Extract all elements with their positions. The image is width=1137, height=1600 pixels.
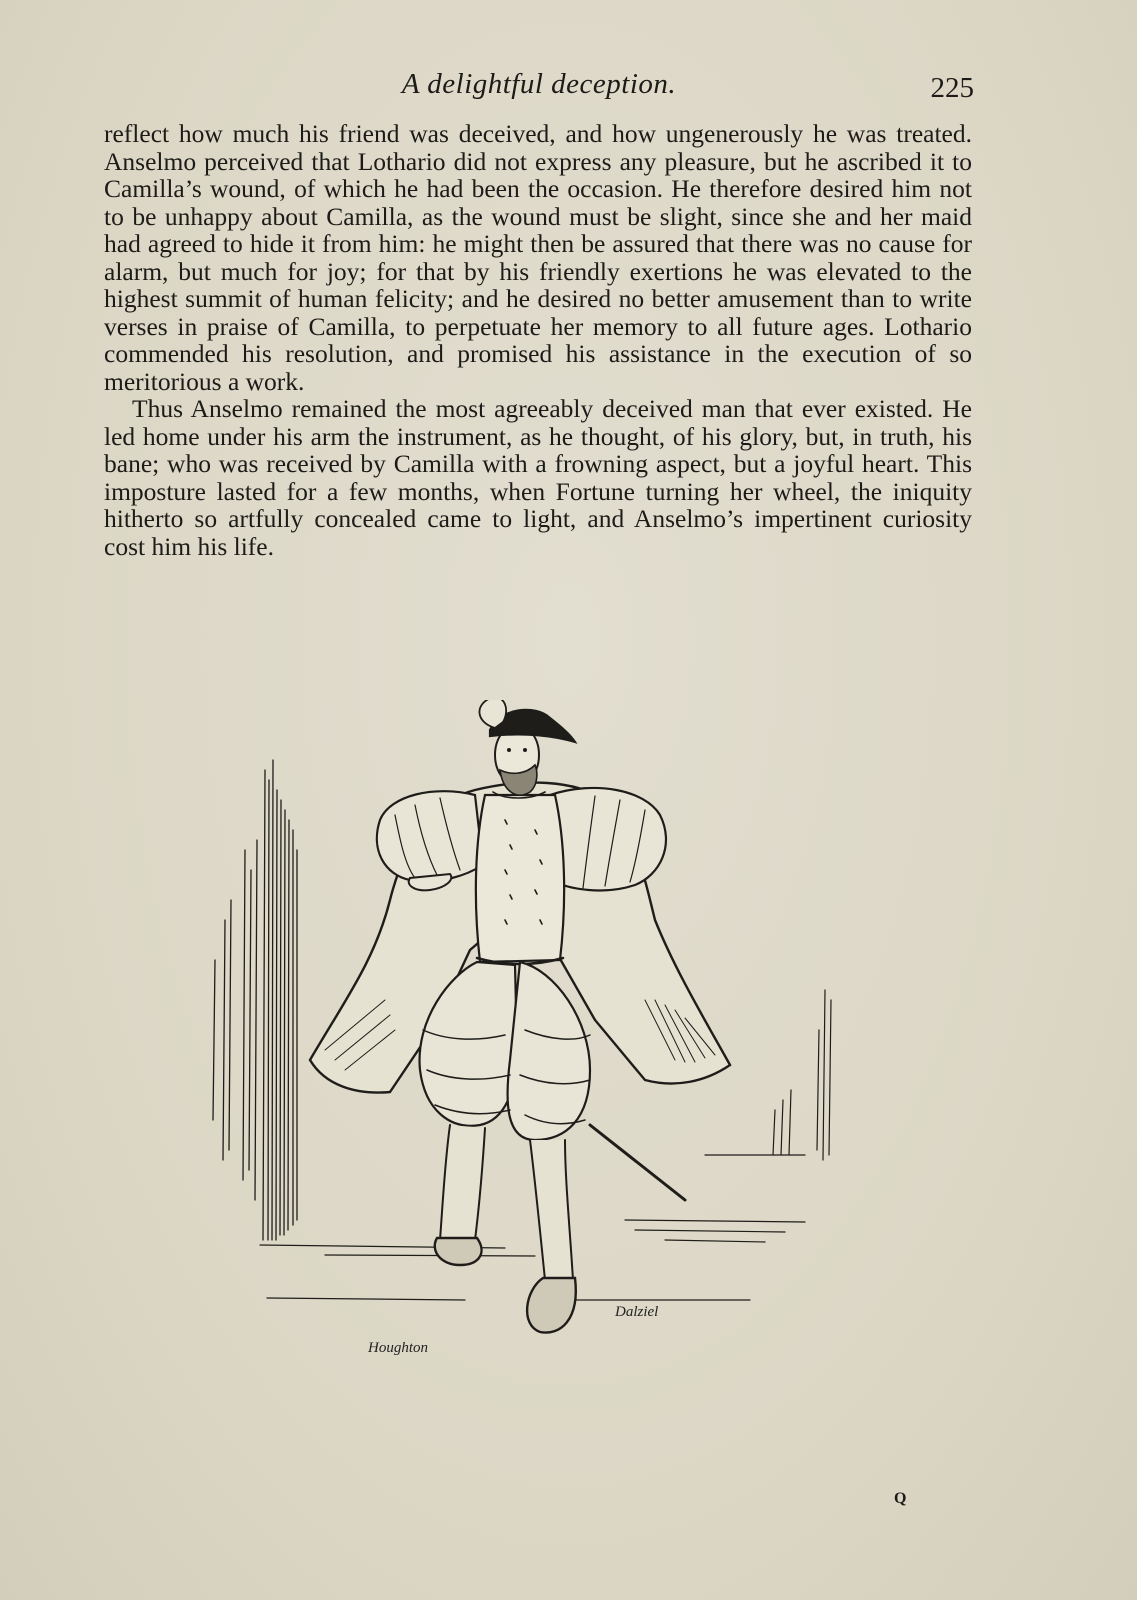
- left-shoe: [435, 1238, 482, 1265]
- floor-lines: [260, 1155, 805, 1300]
- right-leg: [530, 1140, 573, 1287]
- right-sleeve: [550, 788, 666, 890]
- artist-signature: Dalziel: [615, 1304, 659, 1320]
- right-shoe: [527, 1278, 576, 1333]
- engraving-figure: [205, 700, 855, 1360]
- body-text: [104, 120, 972, 560]
- running-head: [104, 62, 974, 106]
- running-title: A delightful deception.: [401, 68, 677, 100]
- sword: [590, 1125, 685, 1200]
- page-number: 225: [930, 72, 974, 104]
- signature-mark: Q: [894, 1490, 907, 1507]
- doublet: [476, 795, 564, 962]
- engraving-illustration: [205, 700, 855, 1360]
- paragraph-1: reflect how much his friend was deceived, and how ungenerously he was treated. Anselmo perceived that Lothario did not express any pleasure, but he ascribed it to Camilla’s wound, of which he had been the occasion. He therefore desired him not to be unhappy about Camilla, as the wound must be slight, since she and her maid had agreed to hide it from him: he might then be assured that there was no cause for alarm, but much for joy; for that by his friendly exertions he was elevated to the highest summit of human felicity; and he desired no better amusement than to write verses in praise of Camilla, to perpetuate her memory to all future ages. Lothario commended his resolution, and promised his assistance in the execution of so meritorious a work.: [104, 119, 972, 396]
- left-sleeve: [377, 791, 483, 881]
- paragraph-2: Thus Anselmo remained the most agreeably deceived man that ever existed. He led home under his arm the instrument, as he thought, of his glory, but, in truth, his bane; who was received by Camilla with a frowning aspect, but a joyful heart. This imposture lasted for a few months, when Fortune turning her wheel, the iniquity hitherto so artfully concealed came to light, and Anselmo’s impertinent curiosity cost him his life.: [104, 394, 972, 561]
- engraver-signature: Houghton: [368, 1340, 428, 1356]
- left-wall-hatching: [213, 760, 297, 1240]
- left-leg: [440, 1125, 485, 1245]
